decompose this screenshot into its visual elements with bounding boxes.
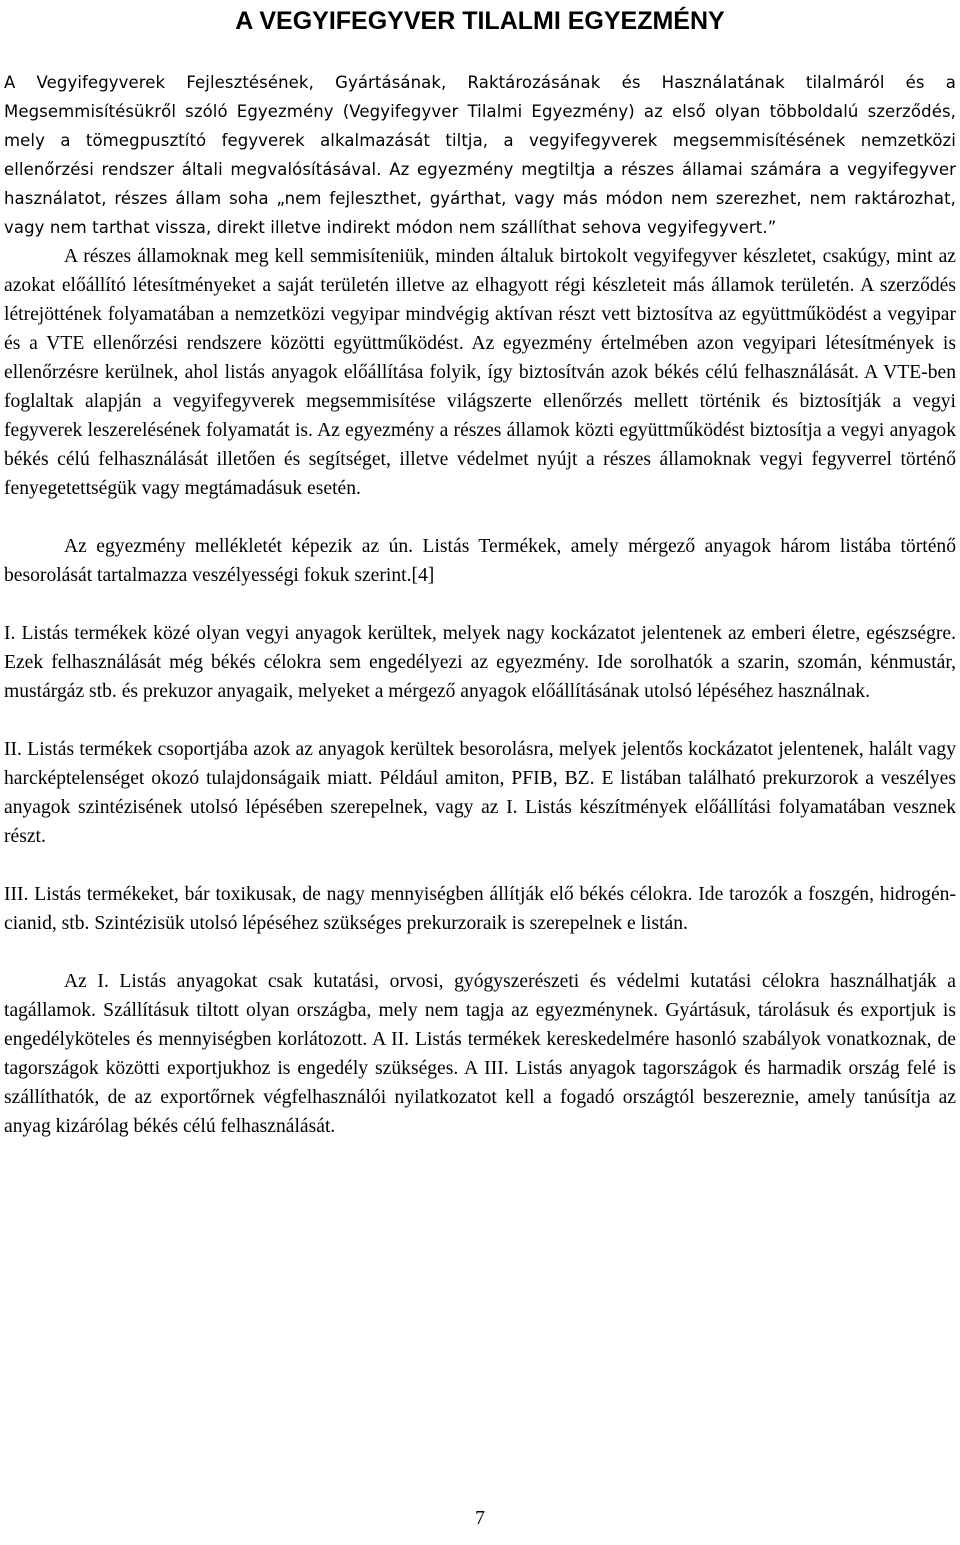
document-page bbox=[4, 0, 956, 1141]
page-title: A VEGYIFEGYVER TILALMI EGYEZMÉNY bbox=[235, 7, 725, 35]
paragraph-schedule-3: III. Listás termékeket, bár toxikusak, de nagy mennyiségben állítják elő békés célokra. Ide tarozók a foszgén, hidrogén-cianid, stb. Szintézisük utolsó lépéséhez szükséges prekurzoraik is szerepelnek e listán. bbox=[4, 884, 956, 934]
paragraph-schedule-2: II. Listás termékek csoportjába azok az anyagok kerültek besorolásra, melyek jelentős kockázatot jelentenek, halált vagy harcképtelenséget okozó tulajdonságaik miatt. Például amiton, PFIB, BZ. E listában található prekurzorok a veszélyes anyagok szintézisének utolsó lépésében szerepelnek, vagy az I. Listás készítmények előállítási folyamatában vesznek részt. bbox=[4, 739, 956, 847]
page-number: 7 bbox=[475, 1508, 485, 1529]
paragraph-states-obligations: A részes államoknak meg kell semmisíteniük, minden általuk birtokolt vegyifegyver készletet, csakúgy, mint az azokat előállító létesítményeket a saját területén illetve az elhagyott régi készleteit más államok területén. A szerződés létrejöttének folyamatában a nemzetközi vegyipar mindvégig aktívan részt vett biztosítva az együttműködést a vegyipar és a VTE ellenőrzési rendszere közötti együttműködést. Az egyezmény értelmében azon vegyipari létesítmények is ellenőrzésre kerülnek, ahol listás anyagok előállítása folyik, így biztosítván azok békés célú felhasználását. A VTE-ben foglaltak alapján a vegyifegyverek megsemmisítése világszerte ellenőrzés mellett történik és biztosítják a vegyi fegyverek leszerelésének folyamatát is. Az egyezmény a részes államok közti együttműködést biztosítja a vegyi anyagok békés célú felhasználását illetően és segítséget, illetve védelmet nyújt a részes államoknak vegyi fegyverrel történő fenyegetettségük vagy megtámadásuk esetén. bbox=[4, 246, 956, 499]
paragraph-schedules-intro: Az egyezmény mellékletét képezik az ún. Listás Termékek, amely mérgező anyagok három listába történő besorolását tartalmazza veszélyességi fokuk szerint.[4] bbox=[4, 536, 956, 586]
paragraph-trade-rules: Az I. Listás anyagokat csak kutatási, orvosi, gyógyszerészeti és védelmi kutatási célokra használhatják a tagállamok. Szállításuk tiltott olyan országba, mely nem tagja az egyezménynek. Gyártásuk, tárolásuk és exportjuk is engedélyköteles és mennyiségben korlátozott. A II. Listás termékek kereskedelmére hasonló szabályok vonatkoznak, de tagországok közötti exportjukhoz is engedély szükséges. A III. Listás anyagok tagországok és harmadik ország felé is szállíthatók, de az exportőrnek végfelhasználói nyilatkozatot kell a fogadó országtól beszereznie, amely tanúsítja az anyag kizárólag békés célú felhasználását. bbox=[4, 971, 956, 1137]
paragraph-schedule-1: I. Listás termékek közé olyan vegyi anyagok kerültek, melyek nagy kockázatot jelentenek az emberi életre, egészségre. Ezek felhasználását még békés célokra sem engedélyezi az egyezmény. Ide sorolhatók a szarin, szomán, kénmustár, mustárgáz stb. és prekuzor anyagaik, melyeket a mérgező anyagok előállításának utolsó lépéséhez használnak. bbox=[4, 623, 956, 702]
intro-paragraph: A Vegyifegyverek Fejlesztésének, Gyártásának, Raktározásának és Használatának tilalmáról és a Megsemmisítésükről szóló Egyezmény (Vegyifegyver Tilalmi Egyezmény) az első olyan többoldalú szerződés, mely a tömegpusztító fegyverek alkalmazását tiltja, a vegyifegyverek megsemmisítésének nemzetközi ellenőrzési rendszer általi megvalósításával. Az egyezmény megtiltja a részes államai számára a vegyifegyver használatot, részes állam soha „nem fejleszthet, gyárthat, vagy más módon nem szerezhet, nem raktározhat, vagy nem tarthat vissza, direkt illetve indirekt módon nem szállíthat sehova vegyifegyvert.” bbox=[4, 73, 956, 237]
